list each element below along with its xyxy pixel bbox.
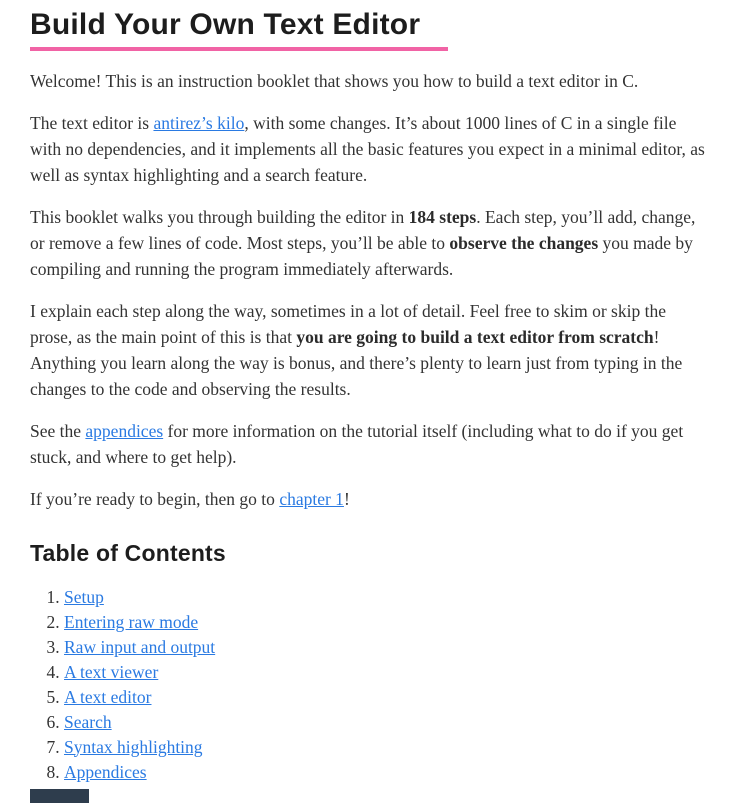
body-text: See the <box>30 420 86 441</box>
body-text: The text editor is <box>30 112 154 133</box>
paragraph <box>30 486 710 512</box>
toc-heading: Table of Contents <box>30 539 226 566</box>
paragraph <box>30 418 710 470</box>
paragraph <box>30 298 710 402</box>
body-text: you made by compiling and running the program immediately afterwards. <box>30 232 693 279</box>
cutoff-code-block <box>30 789 89 803</box>
body-text: , with some changes. It’s about 1000 lines of C in a single file with no dependencies, and it implements all the basic features you expect in a minimal editor, as well as syntax highlighting and a search feature. <box>30 112 705 185</box>
toc-link-appendices[interactable]: Appendices <box>64 761 147 782</box>
toc-item <box>64 635 710 660</box>
bold-text: you are going to build a text editor from scratch <box>296 326 654 347</box>
toc-item <box>64 585 710 610</box>
body-text: I explain each step along the way, sometimes in a lot of detail. Feel free to skim or skip the prose, as the main point of this is that <box>30 300 666 347</box>
toc-item <box>64 660 710 685</box>
toc-item <box>64 735 710 760</box>
chapter-1-link[interactable]: chapter 1 <box>279 488 344 509</box>
bold-text: 184 steps <box>408 206 477 227</box>
toc-link-search[interactable]: Search <box>64 711 112 732</box>
page-title: Build Your Own Text Editor <box>30 8 448 51</box>
antirez-kilo-link[interactable]: antirez’s kilo <box>153 112 245 133</box>
intro-section <box>30 68 710 512</box>
paragraph <box>30 110 710 188</box>
toc-item <box>64 760 710 785</box>
paragraph <box>30 68 710 94</box>
body-text: This booklet walks you through building the editor in <box>30 206 409 227</box>
appendices-link[interactable]: appendices <box>85 420 164 441</box>
toc-link-a-text-editor[interactable]: A text editor <box>64 686 152 707</box>
toc-item <box>64 685 710 710</box>
body-text: If you’re ready to begin, then go to <box>30 488 280 509</box>
body-text: Welcome! This is an instruction booklet that shows you how to build a text editor in C. <box>30 70 639 91</box>
paragraph <box>30 204 710 282</box>
body-text: ! <box>343 488 350 509</box>
toc-link-a-text-viewer[interactable]: A text viewer <box>64 661 159 682</box>
toc-link-raw-input-and-output[interactable]: Raw input and output <box>64 636 216 657</box>
toc-item <box>64 610 710 635</box>
toc-link-setup[interactable]: Setup <box>64 586 104 607</box>
body-text: for more information on the tutorial itself (including what to do if you get stuck, and where to get help). <box>30 420 684 467</box>
toc-link-syntax-highlighting[interactable]: Syntax highlighting <box>64 736 203 757</box>
body-text: . Each step, you’ll add, change, or remove a few lines of code. Most steps, you’ll be able to <box>30 206 696 253</box>
toc-list <box>30 585 710 785</box>
bold-text: observe the changes <box>449 232 599 253</box>
toc-item <box>64 710 710 735</box>
toc-link-entering-raw-mode[interactable]: Entering raw mode <box>64 611 199 632</box>
body-text: ! Anything you learn along the way is bonus, and there’s plenty to learn just from typing in the changes to the code and observing the results. <box>30 326 683 399</box>
